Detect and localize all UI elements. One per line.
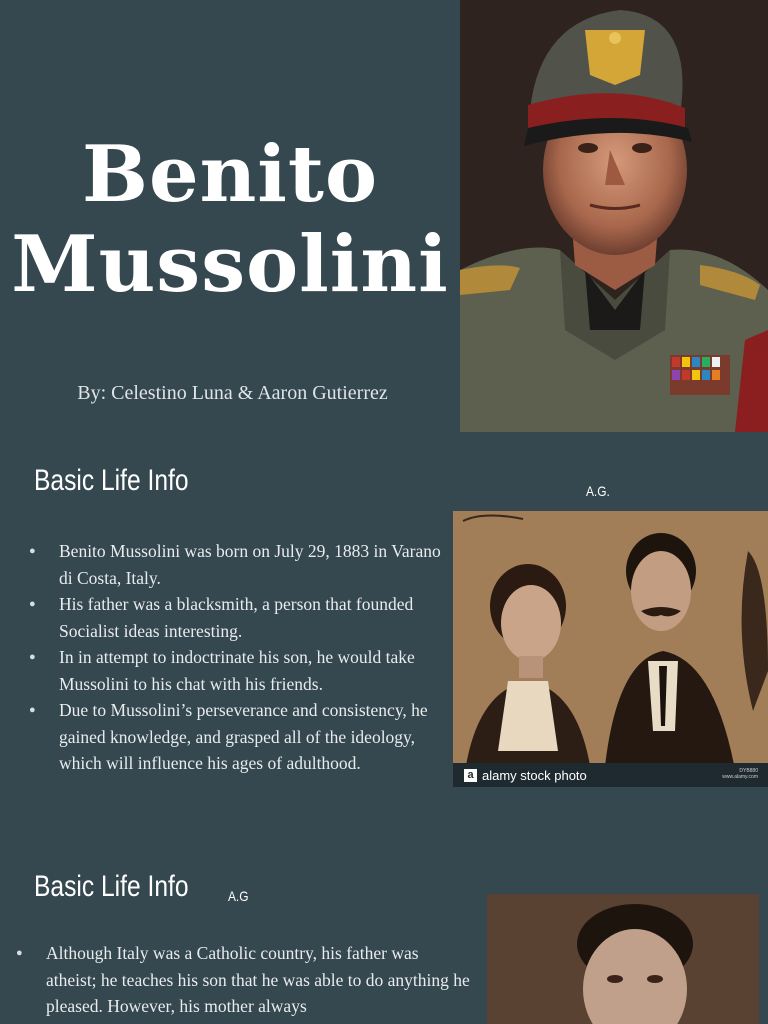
list-item: ● Due to Mussolini’s perseverance and consistency, he gained knowledge, and grasped all of the ideology, which will influence his ages of adulthood. bbox=[29, 697, 444, 777]
section-2-author-tag: A.G bbox=[228, 888, 249, 904]
alamy-logo: a bbox=[464, 769, 477, 782]
title-line-1: Benito bbox=[82, 129, 378, 220]
portrait-photo bbox=[460, 0, 768, 432]
page-title bbox=[0, 130, 460, 310]
section-1-author-tag: A.G. bbox=[586, 483, 610, 499]
list-item: ● Benito Mussolini was born on July 29, 1883 in Varano di Costa, Italy. bbox=[29, 538, 444, 591]
list-item: ● Although Italy was a Catholic country, his father was atheist; he teaches his son that he was able to do anything he pleased. However, his mother always bbox=[16, 940, 471, 1020]
section-1-title: Basic Life Info bbox=[34, 464, 189, 497]
section-1-bullets bbox=[29, 538, 444, 777]
list-item: ● In in attempt to indoctrinate his son, he would take Mussolini to his chat with his friends. bbox=[29, 644, 444, 697]
stock-photo-bar bbox=[453, 763, 768, 787]
title-line-2: Mussolini bbox=[11, 219, 449, 310]
parents-photo bbox=[453, 511, 768, 787]
stock-photo-caption: alamy stock photo bbox=[482, 767, 587, 783]
section-2-bullets bbox=[16, 940, 471, 1020]
child-photo bbox=[487, 894, 759, 1024]
stock-photo-id: DYB880 bbox=[739, 768, 758, 774]
stock-photo-site: www.alamy.com bbox=[722, 774, 758, 780]
byline: By: Celestino Luna & Aaron Gutierrez bbox=[77, 382, 388, 404]
section-2-title: Basic Life Info bbox=[34, 870, 189, 903]
list-item: ● His father was a blacksmith, a person that founded Socialist ideas interesting. bbox=[29, 591, 444, 644]
